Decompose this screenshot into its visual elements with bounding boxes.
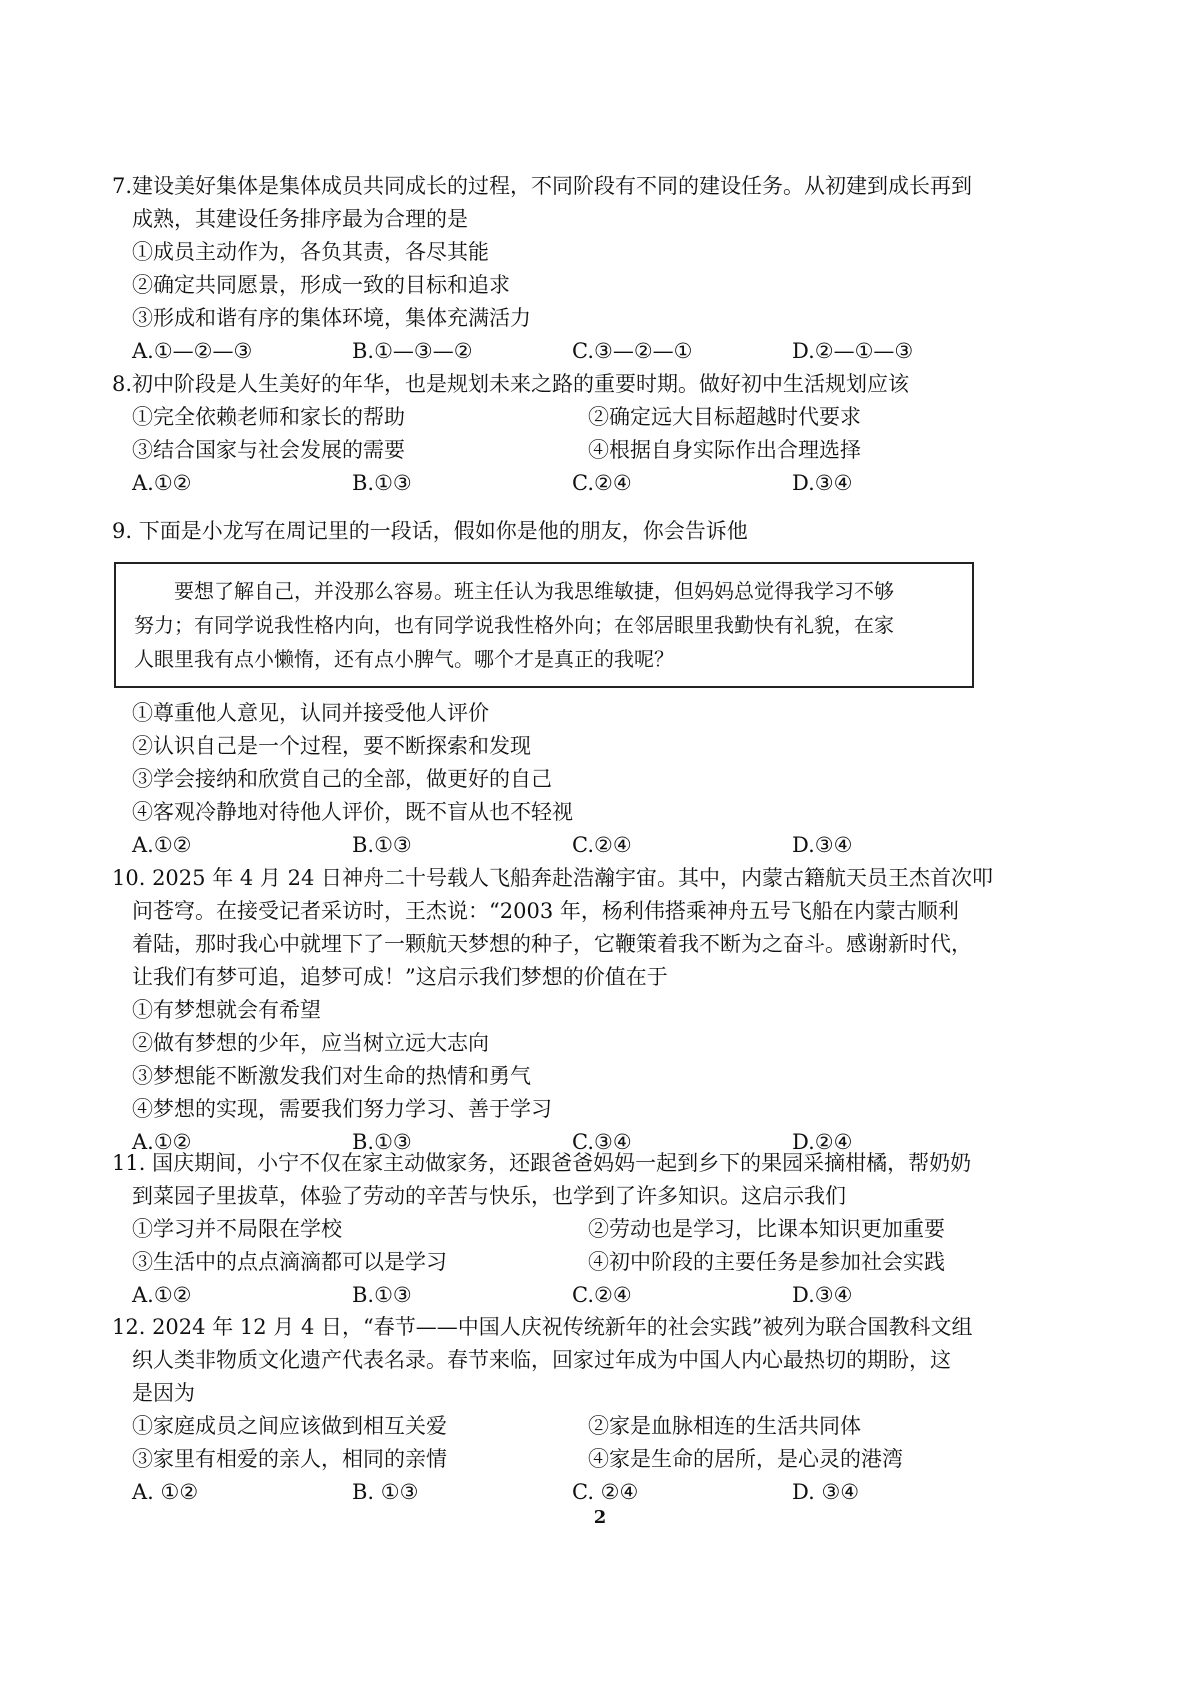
question-7-stem-line-2: 成熟，其建设任务排序最为合理的是 xyxy=(132,207,468,231)
question-9-passage-line-1: 要想了解自己，并没那么容易。班主任认为我思维敏捷，但妈妈总觉得我学习不够 xyxy=(174,579,894,603)
question-10-stem-line-3: 着陆，那时我心中就埋下了一颗航天梦想的种子，它鞭策着我不断为之奋斗。感谢新时代， xyxy=(132,932,972,956)
question-12-option-3: ③家里有相爱的亲人，相同的亲情 xyxy=(132,1447,447,1471)
question-9-choice-b: B.①③ xyxy=(352,833,412,857)
question-8-option-2: ②确定远大目标超越时代要求 xyxy=(588,405,861,429)
question-10-choice-c: C.③④ xyxy=(572,1130,632,1154)
question-8-option-4: ④根据自身实际作出合理选择 xyxy=(588,438,861,462)
question-11-stem-line-2: 到菜园子里拔草，体验了劳动的辛苦与快乐，也学到了许多知识。这启示我们 xyxy=(132,1184,846,1208)
question-12-option-2: ②家是血脉相连的生活共同体 xyxy=(588,1414,861,1438)
question-12-choice-d: D. ③④ xyxy=(792,1480,860,1504)
question-12-choice-a: A. ①② xyxy=(132,1480,199,1504)
question-7-choice-a: A.①—②—③ xyxy=(132,339,253,363)
question-9-option-3: ③学会接纳和欣赏自己的全部，做更好的自己 xyxy=(132,767,552,791)
question-7 xyxy=(112,170,1012,368)
question-8-choice-d: D.③④ xyxy=(792,471,853,495)
question-8-choice-c: C.②④ xyxy=(572,471,632,495)
question-11-choice-a: A.①② xyxy=(132,1283,192,1307)
question-10-stem-line-2: 问苍穹。在接受记者采访时，王杰说：“2003 年，杨利伟搭乘神舟五号飞船在内蒙古顺利 xyxy=(132,899,959,923)
question-12-choice-b: B. ①③ xyxy=(352,1480,419,1504)
question-11-options-row-2 xyxy=(112,1246,1012,1279)
question-8-choice-a: A.①② xyxy=(132,471,192,495)
question-9-choice-a: A.①② xyxy=(132,833,192,857)
question-9-option-1: ①尊重他人意见，认同并接受他人评价 xyxy=(132,701,489,725)
question-7-choice-d: D.②—①—③ xyxy=(792,339,914,363)
question-12-choices xyxy=(112,1476,1012,1509)
question-11-choices xyxy=(112,1279,1012,1312)
question-9 xyxy=(112,515,1012,548)
question-12-choice-c: C. ②④ xyxy=(572,1480,639,1504)
question-12 xyxy=(112,1311,1012,1509)
question-12-options-row-1 xyxy=(112,1410,1012,1443)
question-9-choice-c: C.②④ xyxy=(572,833,632,857)
question-10-option-1: ①有梦想就会有希望 xyxy=(132,998,321,1022)
question-8-stem-line-1: 8.初中阶段是人生美好的年华，也是规划未来之路的重要时期。做好初中生活规划应该 xyxy=(112,372,910,396)
question-10-choice-b: B.①③ xyxy=(352,1130,412,1154)
question-10-choice-a: A.①② xyxy=(132,1130,192,1154)
question-11-choice-b: B.①③ xyxy=(352,1283,412,1307)
question-8-option-1: ①完全依赖老师和家长的帮助 xyxy=(132,405,405,429)
question-11-options-row-1 xyxy=(112,1213,1012,1246)
question-7-choice-b: B.①—③—② xyxy=(352,339,473,363)
question-12-stem-line-1: 12. 2024 年 12 月 4 日，“春节——中国人庆祝传统新年的社会实践”被列为联合国教科文组 xyxy=(112,1315,973,1339)
question-9-passage-line-3: 人眼里我有点小懒惰，还有点小脾气。哪个才是真正的我呢？ xyxy=(134,647,674,671)
question-9-option-2: ②认识自己是一个过程，要不断探索和发现 xyxy=(132,734,531,758)
question-9-options xyxy=(112,697,1012,862)
question-11-option-1: ①学习并不局限在学校 xyxy=(132,1217,342,1241)
question-9-choice-d: D.③④ xyxy=(792,833,853,857)
question-10-choice-d: D.②④ xyxy=(792,1130,853,1154)
question-12-stem-line-3: 是因为 xyxy=(132,1381,195,1405)
question-8-choice-b: B.①③ xyxy=(352,471,412,495)
question-7-choice-c: C.③—②—① xyxy=(572,339,693,363)
question-11-stem-line-1: 11. 国庆期间，小宁不仅在家主动做家务，还跟爸爸妈妈一起到乡下的果园采摘柑橘，帮奶奶 xyxy=(112,1151,972,1175)
question-7-option-1: ①成员主动作为，各负其责，各尽其能 xyxy=(132,240,489,264)
question-8-choices xyxy=(112,467,1012,500)
question-11-option-4: ④初中阶段的主要任务是参加社会实践 xyxy=(588,1250,945,1274)
question-10-option-4: ④梦想的实现，需要我们努力学习、善于学习 xyxy=(132,1097,552,1121)
question-11 xyxy=(112,1147,1012,1312)
question-7-option-2: ②确定共同愿景，形成一致的目标和追求 xyxy=(132,273,510,297)
question-8-options-row-2 xyxy=(112,434,1012,467)
question-10 xyxy=(112,862,1012,1159)
question-8-options-row-1 xyxy=(112,401,1012,434)
question-11-option-3: ③生活中的点点滴滴都可以是学习 xyxy=(132,1250,447,1274)
question-7-stem-line-1: 7.建设美好集体是集体成员共同成长的过程，不同阶段有不同的建设任务。从初建到成长再到 xyxy=(112,174,973,198)
page-number: 2 xyxy=(593,1507,607,1528)
question-10-option-2: ②做有梦想的少年，应当树立远大志向 xyxy=(132,1031,489,1055)
question-9-stem-line-1: 9. 下面是小龙写在周记里的一段话，假如你是他的朋友，你会告诉他 xyxy=(112,519,748,543)
question-12-option-1: ①家庭成员之间应该做到相互关爱 xyxy=(132,1414,447,1438)
question-9-passage-box xyxy=(114,562,974,688)
question-8 xyxy=(112,368,1012,500)
question-7-option-3: ③形成和谐有序的集体环境，集体充满活力 xyxy=(132,306,531,330)
question-12-stem-line-2: 织人类非物质文化遗产代表名录。春节来临，回家过年成为中国人内心最热切的期盼，这 xyxy=(132,1348,951,1372)
question-12-options-row-2 xyxy=(112,1443,1012,1476)
question-10-stem-line-1: 10. 2025 年 4 月 24 日神舟二十号载人飞船奔赴浩瀚宇宙。其中，内蒙古籍航天员王杰首次叩 xyxy=(112,866,993,890)
question-10-option-3: ③梦想能不断激发我们对生命的热情和勇气 xyxy=(132,1064,531,1088)
question-11-choice-d: D.③④ xyxy=(792,1283,853,1307)
question-7-choices xyxy=(112,335,1012,368)
question-9-option-4: ④客观冷静地对待他人评价，既不盲从也不轻视 xyxy=(132,800,573,824)
question-9-passage-line-2: 努力；有同学说我性格内向，也有同学说我性格外向；在邻居眼里我勤快有礼貌，在家 xyxy=(134,613,894,637)
question-9-choices xyxy=(112,829,1012,862)
question-11-option-2: ②劳动也是学习，比课本知识更加重要 xyxy=(588,1217,945,1241)
question-10-stem-line-4: 让我们有梦可追，追梦可成！”这启示我们梦想的价值在于 xyxy=(132,965,668,989)
question-12-option-4: ④家是生命的居所，是心灵的港湾 xyxy=(588,1447,903,1471)
question-8-option-3: ③结合国家与社会发展的需要 xyxy=(132,438,405,462)
question-11-choice-c: C.②④ xyxy=(572,1283,632,1307)
